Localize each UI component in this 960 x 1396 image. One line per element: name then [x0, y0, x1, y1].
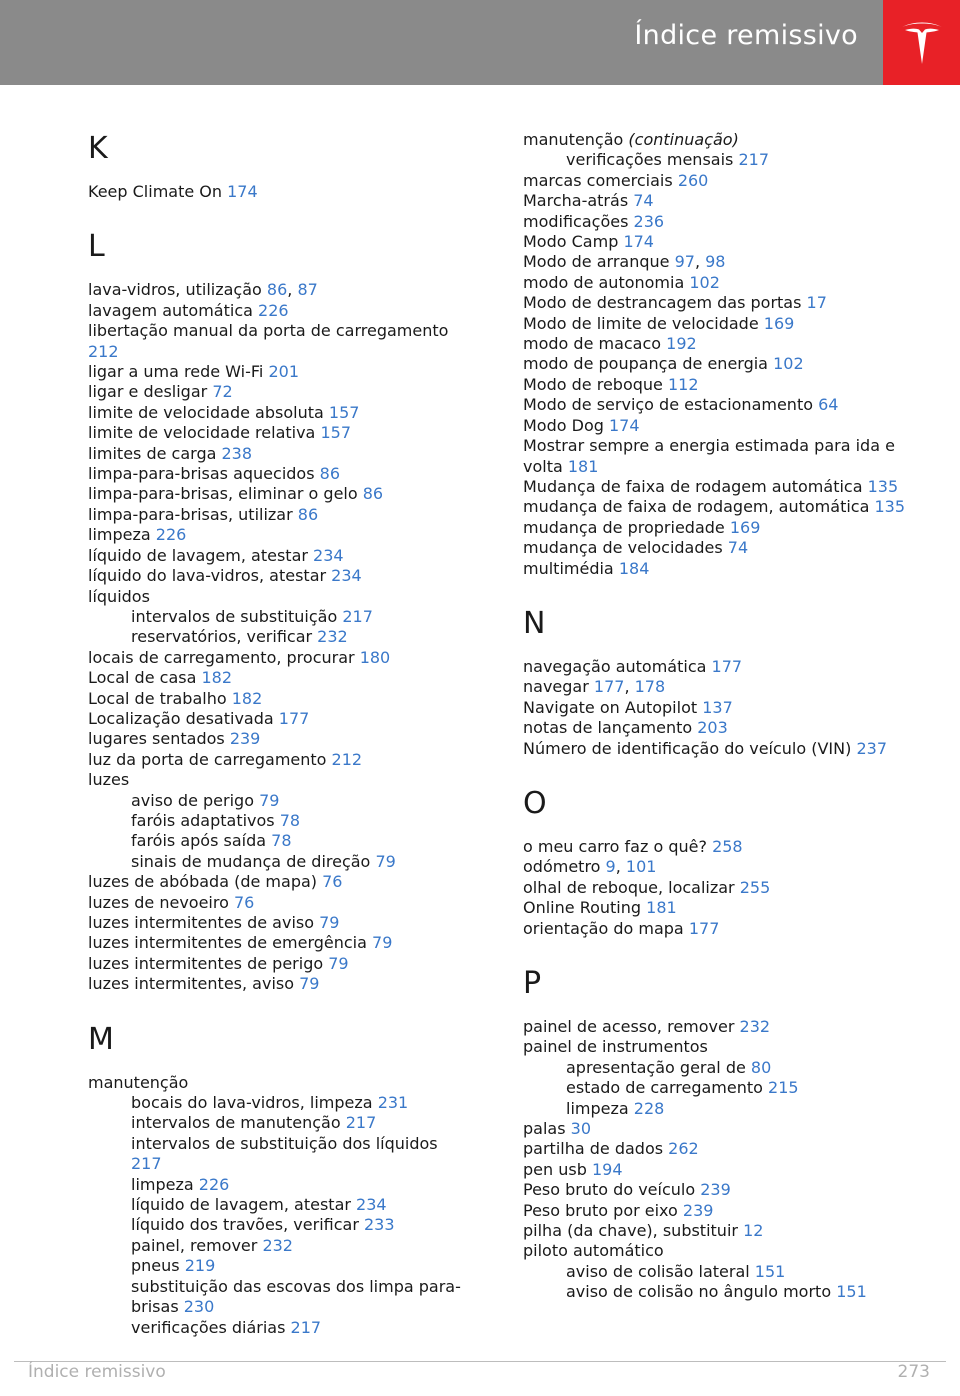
- page-reference-link[interactable]: 87: [297, 280, 318, 300]
- page-reference-link[interactable]: 232: [739, 1017, 771, 1036]
- index-subentry: [88, 831, 488, 851]
- entry-term: libertação manual da porta de carregamento: [88, 321, 449, 341]
- section-letter: L: [88, 229, 105, 265]
- page-reference-link[interactable]: 234: [331, 566, 362, 586]
- index-subentry: [88, 1318, 488, 1338]
- index-entry: [88, 382, 488, 402]
- index-entry: [523, 1221, 923, 1241]
- index-entry: navegar 177, 178: [523, 677, 666, 697]
- entry-term: pilha (da chave), substituir: [523, 1221, 738, 1241]
- entry-term: navegação automática: [523, 656, 707, 676]
- page-reference-link[interactable]: 86: [297, 504, 319, 524]
- index-subentry: [88, 1175, 488, 1195]
- entry-term: Navigate on Autopilot: [523, 697, 698, 717]
- page-reference-link[interactable]: 177: [711, 656, 743, 676]
- page-reference-link[interactable]: 112: [667, 374, 699, 394]
- entry-term: partilha de dados: [523, 1139, 664, 1159]
- index-subentry: [523, 1099, 923, 1119]
- index-entry: [88, 689, 488, 709]
- index-entry: [88, 1073, 488, 1093]
- index-entry: [523, 919, 923, 939]
- index-subentry: [88, 607, 488, 627]
- entry-term: Mostrar sempre a energia estimada para ida e volta: [523, 436, 895, 476]
- index-entry: [88, 954, 488, 974]
- entry-term: modo de poupança de energia: [523, 354, 768, 374]
- entry-term: luzes: [88, 770, 130, 790]
- page-reference-link[interactable]: 74: [633, 191, 654, 211]
- index-subentry: [523, 1262, 923, 1282]
- page-reference-link[interactable]: 230: [183, 1297, 215, 1317]
- entry-term: Mudança de faixa de rodagem automática: [523, 476, 863, 496]
- index-entry: [88, 729, 488, 749]
- entry-term: pen usb: [523, 1159, 587, 1179]
- section-letter: P: [523, 966, 542, 1001]
- entry-term: apresentação geral de: [566, 1057, 746, 1077]
- page-reference-link[interactable]: 177: [278, 708, 310, 728]
- section-letter: K: [88, 131, 108, 166]
- index-entry: [523, 354, 923, 374]
- index-entry: [523, 1201, 923, 1221]
- page-reference-link[interactable]: 255: [739, 877, 771, 897]
- entry-term: limites de carga: [88, 443, 217, 463]
- page-reference-link[interactable]: 79: [319, 913, 340, 932]
- index-entry: [88, 648, 488, 668]
- index-subentry: [523, 1058, 923, 1078]
- index-entry: [88, 933, 488, 953]
- page-reference-link[interactable]: 181: [646, 898, 677, 918]
- index-entry: [523, 395, 923, 415]
- page-reference-link[interactable]: 239: [682, 1200, 714, 1220]
- entry-term: bocais do lava-vidros, limpeza: [131, 1093, 373, 1113]
- page-reference-link[interactable]: 74: [727, 538, 749, 558]
- index-entry: [523, 497, 923, 517]
- entry-term: Peso bruto do veículo: [523, 1180, 696, 1200]
- index-entry: [523, 1160, 923, 1180]
- page-reference-link[interactable]: 174: [608, 415, 640, 435]
- entry-term: notas de lançamento: [523, 718, 693, 738]
- entry-term: Online Routing: [523, 898, 642, 918]
- page-reference-link[interactable]: 86: [319, 464, 340, 484]
- index-entry: [88, 301, 488, 321]
- page-reference-link[interactable]: 215: [768, 1078, 799, 1098]
- entry-term: Número de identificação do veículo (VIN): [523, 738, 852, 758]
- entry-term: navegar: [523, 677, 589, 697]
- entry-term: aviso de colisão lateral: [566, 1261, 750, 1281]
- entry-term: intervalos de substituição: [131, 606, 338, 626]
- entry-term: substituição das escovas dos limpa para-brisas: [131, 1276, 461, 1317]
- index-entry: [88, 893, 488, 913]
- entry-term: limpa-para-brisas aquecidos: [88, 464, 315, 484]
- entry-term: verificações diárias: [131, 1317, 286, 1337]
- entry-term: líquido de lavagem, atestar: [88, 545, 308, 565]
- entry-term: marcas comerciais: [523, 170, 673, 190]
- index-column-right: [523, 130, 923, 1303]
- entry-term: manutenção: [88, 1072, 189, 1092]
- page-reference-link[interactable]: 79: [259, 790, 280, 810]
- entry-term: luzes intermitentes, aviso: [88, 974, 295, 994]
- index-entry: [523, 314, 923, 334]
- page-reference-link[interactable]: 72: [212, 382, 233, 402]
- index-entry: odómetro 9, 101: [523, 857, 657, 877]
- page-reference-link[interactable]: 226: [258, 300, 289, 320]
- page-reference-link[interactable]: 86: [266, 280, 288, 300]
- index-entry: [88, 709, 488, 729]
- footer-section-title: Índice remissivo: [28, 1362, 166, 1382]
- entry-term: olhal de reboque, localizar: [523, 877, 735, 897]
- index-entry: [88, 464, 488, 484]
- entry-term: limpeza: [88, 525, 151, 545]
- page-reference-link[interactable]: 98: [705, 252, 726, 272]
- section-letter: N: [523, 605, 546, 641]
- page-reference-link[interactable]: 234: [313, 545, 344, 565]
- page-reference-link[interactable]: 201: [268, 362, 299, 382]
- page-reference-link[interactable]: 228: [633, 1098, 665, 1118]
- index-subentry: [88, 627, 488, 647]
- entry-term: painel de instrumentos: [523, 1037, 708, 1057]
- page-reference-link[interactable]: 231: [377, 1093, 409, 1113]
- index-entry: [523, 191, 923, 211]
- page-reference-link[interactable]: 12: [743, 1221, 764, 1241]
- entry-term: líquidos: [88, 586, 150, 606]
- page-reference-link[interactable]: 79: [375, 851, 396, 871]
- footer-page-number: 273: [897, 1362, 930, 1382]
- entry-term: luzes de abóbada (de mapa): [88, 872, 318, 892]
- section-letter: M: [88, 1021, 114, 1057]
- index-entry: [523, 518, 923, 538]
- index-entry: [523, 436, 923, 477]
- index-entry: [88, 321, 488, 362]
- entry-term: Local de casa: [88, 668, 197, 688]
- entry-term: mudança de faixa de rodagem, automática: [523, 497, 870, 517]
- index-subentry: [88, 1277, 488, 1318]
- page-reference-link[interactable]: 226: [155, 525, 187, 545]
- page-reference-link[interactable]: 181: [567, 456, 599, 476]
- page-reference-link[interactable]: 80: [750, 1057, 772, 1077]
- page-reference-link[interactable]: 258: [712, 836, 743, 856]
- index-entry: [523, 1180, 923, 1200]
- entry-term: modo de autonomia: [523, 272, 685, 292]
- page-reference-link[interactable]: 76: [322, 872, 343, 892]
- index-subentry: [523, 150, 923, 170]
- entry-term: intervalos de substituição dos líquidos: [131, 1133, 438, 1153]
- index-entry: [523, 538, 923, 558]
- index-entry: [523, 698, 923, 718]
- index-entry: [88, 974, 488, 994]
- entry-term: palas: [523, 1119, 566, 1139]
- page-reference-link[interactable]: 180: [359, 647, 391, 667]
- entry-term: pneus: [131, 1256, 180, 1276]
- entry-term: Modo de arranque: [523, 252, 670, 272]
- entry-term: o meu carro faz o quê?: [523, 836, 707, 856]
- entry-term: mudança de velocidades: [523, 538, 723, 558]
- entry-term: Localização desativada: [88, 708, 274, 728]
- entry-term: painel de acesso, remover: [523, 1017, 735, 1036]
- page-reference-link[interactable]: 262: [668, 1139, 699, 1159]
- page-reference-link[interactable]: 239: [229, 729, 261, 749]
- entry-term: locais de carregamento, procurar: [88, 647, 355, 667]
- page-reference-link[interactable]: 233: [363, 1215, 395, 1235]
- page-reference-link[interactable]: 97: [674, 252, 695, 272]
- index-entry: [523, 739, 923, 759]
- index-entry: [88, 750, 488, 770]
- page-reference-link[interactable]: 30: [570, 1119, 591, 1139]
- index-entry: [88, 505, 488, 525]
- page-reference-link[interactable]: 86: [362, 484, 384, 504]
- entry-term: limite de velocidade relativa: [88, 423, 316, 443]
- index-entry: [88, 587, 488, 607]
- index-entry: [88, 668, 488, 688]
- page-reference-link[interactable]: 157: [328, 402, 360, 422]
- index-entry: [523, 293, 923, 313]
- entry-term: sinais de mudança de direção: [131, 851, 371, 871]
- entry-term: Keep Climate On: [88, 182, 223, 201]
- page-reference-link[interactable]: 192: [666, 334, 697, 354]
- index-entry: [88, 546, 488, 566]
- entry-term: Local de trabalho: [88, 688, 227, 708]
- page-reference-link[interactable]: 17: [806, 293, 827, 313]
- index-subentry: [88, 1093, 488, 1113]
- index-entry: [88, 913, 488, 933]
- index-entry: [523, 898, 923, 918]
- entry-term: Modo Dog: [523, 415, 604, 435]
- entry-term: odómetro: [523, 857, 601, 877]
- index-entry: [523, 232, 923, 252]
- page-reference-link[interactable]: 212: [331, 749, 363, 769]
- page-reference-link[interactable]: 78: [279, 810, 301, 830]
- index-entry: [88, 182, 488, 202]
- page-reference-link[interactable]: 78: [271, 831, 292, 851]
- index-entry: [523, 273, 923, 293]
- page-reference-link[interactable]: 102: [773, 354, 804, 374]
- entry-term: lugares sentados: [88, 729, 225, 749]
- index-entry: [523, 1139, 923, 1159]
- index-entry: [523, 334, 923, 354]
- page-reference-link[interactable]: 182: [201, 668, 233, 688]
- page-header: [0, 0, 960, 85]
- entry-term: líquido dos travões, verificar: [131, 1215, 359, 1235]
- entry-term: Modo Camp: [523, 232, 619, 252]
- index-entry: [523, 1119, 923, 1139]
- entry-term: modo de macaco: [523, 334, 662, 354]
- entry-term: limpeza: [131, 1174, 194, 1194]
- page-reference-link[interactable]: 194: [591, 1159, 623, 1179]
- entry-term: Modo de destrancagem das portas: [523, 293, 802, 313]
- entry-term: ligar a uma rede Wi-Fi: [88, 362, 264, 382]
- index-entry: [523, 1037, 923, 1057]
- page-reference-link[interactable]: 217: [738, 150, 769, 170]
- page-reference-link[interactable]: 102: [689, 272, 720, 292]
- index-entry: [88, 872, 488, 892]
- index-entry: [88, 423, 488, 443]
- index-entry: [523, 657, 923, 677]
- page-title: Índice remissivo: [634, 20, 858, 51]
- index-entry: [523, 837, 923, 857]
- index-entry: [523, 477, 923, 497]
- page-reference-link[interactable]: 203: [697, 718, 728, 738]
- entry-term: painel, remover: [131, 1235, 258, 1255]
- entry-term: mudança de propriedade: [523, 517, 725, 537]
- page-reference-link[interactable]: 151: [836, 1282, 867, 1302]
- index-subentry: [88, 1215, 488, 1235]
- page-reference-link[interactable]: 182: [231, 688, 263, 708]
- page-reference-link[interactable]: 226: [198, 1174, 230, 1194]
- entry-term: luzes intermitentes de aviso: [88, 913, 315, 932]
- entry-term: manutenção: [523, 130, 624, 149]
- index-entry: [523, 718, 923, 738]
- index-entry: [88, 444, 488, 464]
- entry-term: estado de carregamento: [566, 1078, 763, 1098]
- section-letter: O: [523, 785, 547, 821]
- entry-term: limite de velocidade absoluta: [88, 402, 324, 422]
- page-reference-link[interactable]: 237: [856, 738, 887, 758]
- entry-term: luz da porta de carregamento: [88, 749, 327, 769]
- page-reference-link[interactable]: 234: [356, 1195, 387, 1215]
- index-entry: [523, 878, 923, 898]
- page-reference-link[interactable]: 178: [634, 677, 666, 697]
- page-reference-link[interactable]: 174: [623, 232, 654, 252]
- page-reference-link[interactable]: 219: [184, 1256, 216, 1276]
- page-reference-link[interactable]: 169: [763, 313, 795, 333]
- index-subentry: [88, 791, 488, 811]
- entry-term: líquido de lavagem, atestar: [131, 1195, 351, 1215]
- page-reference-link[interactable]: 232: [262, 1235, 293, 1255]
- entry-term: faróis após saída: [131, 831, 267, 851]
- page-reference-link[interactable]: 260: [677, 170, 709, 190]
- entry-term: limpa-para-brisas, eliminar o gelo: [88, 484, 358, 504]
- page-reference-link[interactable]: 238: [221, 443, 253, 463]
- page-reference-link[interactable]: 177: [593, 677, 625, 697]
- page-reference-link[interactable]: 217: [345, 1113, 377, 1133]
- index-entry: [523, 130, 923, 150]
- entry-term: Marcha-atrás: [523, 191, 629, 211]
- page-reference-link[interactable]: 212: [88, 341, 119, 361]
- index-entry: lava-vidros, utilização 86, 87: [88, 280, 318, 300]
- index-entry: [88, 362, 488, 382]
- page-reference-link[interactable]: 101: [625, 857, 657, 877]
- entry-term: orientação do mapa: [523, 918, 684, 938]
- entry-term: luzes intermitentes de perigo: [88, 953, 324, 973]
- page-reference-link[interactable]: 64: [818, 395, 839, 415]
- page-reference-link[interactable]: 217: [290, 1317, 322, 1337]
- index-entry: [523, 212, 923, 232]
- entry-term: aviso de perigo: [131, 790, 254, 810]
- entry-term: verificações mensais: [566, 150, 734, 170]
- entry-term: ligar e desligar: [88, 382, 208, 402]
- page-reference-link[interactable]: 184: [618, 558, 650, 578]
- entry-term: luzes de nevoeiro: [88, 892, 229, 912]
- page-reference-link[interactable]: 79: [328, 953, 349, 973]
- index-entry: [523, 1017, 923, 1037]
- index-subentry: [88, 1134, 488, 1175]
- page-reference-link[interactable]: 76: [233, 892, 255, 912]
- page-reference-link[interactable]: 236: [633, 211, 665, 231]
- index-subentry: [88, 1195, 488, 1215]
- index-entry: [88, 770, 488, 790]
- entry-term: lavagem automática: [88, 300, 253, 320]
- index-entry: [88, 484, 488, 504]
- index-entry: [88, 566, 488, 586]
- page-reference-link[interactable]: 151: [754, 1261, 786, 1281]
- index-subentry: [88, 852, 488, 872]
- entry-term: faróis adaptativos: [131, 810, 275, 830]
- index-entry: [88, 403, 488, 423]
- entry-term: limpeza: [566, 1098, 629, 1118]
- index-subentry: [88, 1236, 488, 1256]
- entry-term: modificações: [523, 211, 629, 231]
- index-entry: [523, 375, 923, 395]
- page-reference-link[interactable]: 79: [372, 933, 393, 953]
- entry-term: Modo de reboque: [523, 374, 663, 394]
- index-entry: [88, 525, 488, 545]
- page-reference-link[interactable]: 135: [874, 497, 906, 517]
- tesla-logo-icon: [900, 20, 944, 66]
- page-reference-link[interactable]: 135: [867, 476, 899, 496]
- index-subentry: [523, 1078, 923, 1098]
- entry-term: piloto automático: [523, 1241, 664, 1261]
- page-reference-link[interactable]: 177: [688, 918, 720, 938]
- continuation-note: (continuação): [628, 130, 739, 149]
- entry-term: Peso bruto por eixo: [523, 1200, 678, 1220]
- index-subentry: [523, 1282, 923, 1302]
- entry-term: luzes intermitentes de emergência: [88, 933, 367, 953]
- page-reference-link[interactable]: 137: [702, 697, 733, 717]
- page-reference-link[interactable]: 169: [729, 517, 761, 537]
- page-reference-link[interactable]: 79: [299, 974, 320, 994]
- entry-term: aviso de colisão no ângulo morto: [566, 1282, 832, 1302]
- index-entry: [523, 171, 923, 191]
- entry-term: multimédia: [523, 558, 614, 578]
- entry-term: limpa-para-brisas, utilizar: [88, 504, 293, 524]
- entry-term: lava-vidros, utilização: [88, 280, 262, 300]
- entry-term: reservatórios, verificar: [131, 627, 313, 647]
- page-reference-link[interactable]: 174: [227, 182, 258, 201]
- entry-term: intervalos de manutenção: [131, 1113, 341, 1133]
- index-subentry: [88, 1256, 488, 1276]
- page-reference-link[interactable]: 157: [320, 423, 351, 443]
- index-subentry: [88, 811, 488, 831]
- entry-term: Modo de limite de velocidade: [523, 313, 759, 333]
- index-entry: [523, 416, 923, 436]
- entry-term: líquido do lava-vidros, atestar: [88, 566, 327, 586]
- index-entry: [523, 559, 923, 579]
- page-reference-link[interactable]: 217: [131, 1154, 162, 1174]
- page-reference-link[interactable]: 239: [700, 1180, 731, 1200]
- index-entry: Modo de arranque 97, 98: [523, 252, 726, 272]
- page-reference-link[interactable]: 232: [317, 627, 348, 647]
- index-column-left: [88, 130, 488, 1338]
- logo-box: [883, 0, 960, 85]
- index-subentry: [88, 1113, 488, 1133]
- page-reference-link[interactable]: 9: [605, 857, 616, 877]
- page-reference-link[interactable]: 217: [342, 606, 373, 626]
- entry-term: Modo de serviço de estacionamento: [523, 395, 814, 415]
- index-entry: [523, 1241, 923, 1261]
